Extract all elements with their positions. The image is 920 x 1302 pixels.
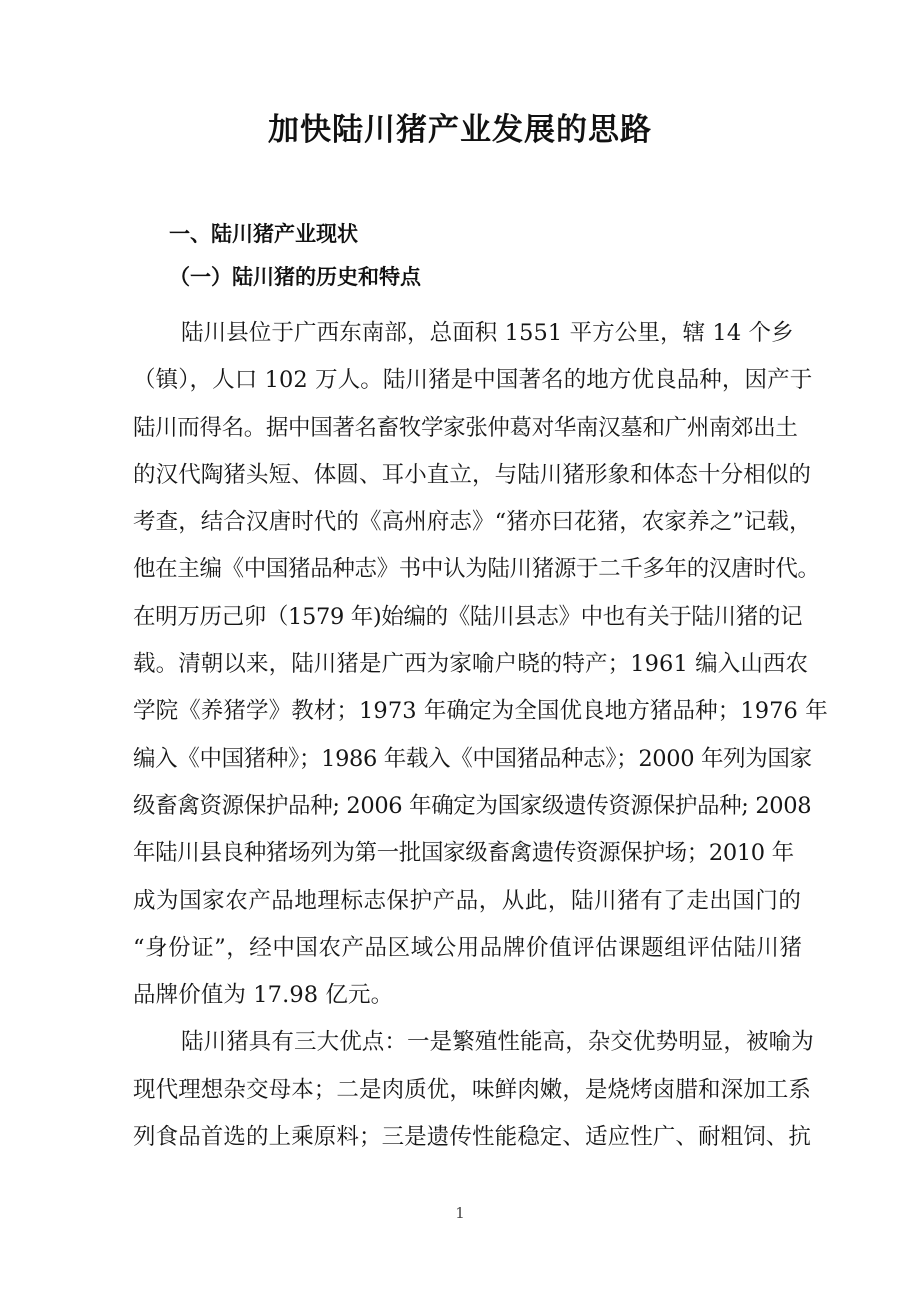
body-line: 陆川县位于广西东南部，总面积 1551 平方公里，辖 14 个乡 (181, 320, 794, 346)
section-heading-level-1: 一、陆川猪产业现状 (169, 222, 358, 246)
body-line: “身份证”，经中国农产品区域公用品牌价值评估课题组评估陆川猪 (133, 934, 803, 961)
body-line: 考查，结合汉唐时代的《高州府志》“猪亦曰花猪，农家养之”记载， (133, 509, 812, 536)
body-line: 级畜禽资源保护品种; 2006 年确定为国家级遗传资源保护品种; 2008 (133, 792, 812, 819)
body-line: 年陆川县良种猪场列为第一批国家级畜禽遗传资源保护场；2010 年 (133, 840, 794, 867)
body-line: 现代理想杂交母本；二是肉质优，味鲜肉嫩，是烧烤卤腊和深加工系 (133, 1076, 812, 1103)
section-heading-level-2: （一）陆川猪的历史和特点 (169, 265, 421, 289)
body-line: 陆川而得名。据中国著名畜牧学家张仲葛对华南汉墓和广州南郊出土 (133, 414, 798, 441)
body-line: 载。清朝以来，陆川猪是广西为家喻户晓的特产；1961 编入山西农 (133, 651, 809, 678)
page-title: 加快陆川猪产业发展的思路 (268, 112, 652, 148)
body-line: 陆川猪具有三大优点：一是繁殖性能高，杂交优势明显，被喻为 (181, 1029, 814, 1056)
body-line: 成为国家农产品地理标志保护产品，从此，陆川猪有了走出国门的 (133, 887, 802, 914)
page-content (133, 0, 828, 1161)
body-line: 他在主编《中国猪品种志》书中认为陆川猪源于二千多年的汉唐时代。 (133, 556, 820, 583)
body-line: 列食品首选的上乘原料；三是遗传性能稳定、适应性广、耐粗饲、抗 (133, 1124, 812, 1151)
paragraph-two (133, 1019, 814, 1161)
body-line: 编入《中国猪种》；1986 年载入《中国猪品种志》；2000 年列为国家 (133, 745, 812, 772)
body-line: 的汉代陶猪头短、体圆、耳小直立，与陆川猪形象和体态十分相似的 (133, 461, 812, 488)
body-line: 在明万历己卯（1579 年)始编的《陆川县志》中也有关于陆川猪的记 (133, 603, 803, 630)
page-number-footer: 1 (455, 1204, 465, 1222)
paragraph-one (133, 292, 828, 1019)
body-line: （镇），人口 102 万人。陆川猪是中国著名的地方优良品种，因产于 (133, 367, 813, 394)
body-line: 学院《养猪学》教材；1973 年确定为全国优良地方猪品种；1976 年 (133, 698, 828, 725)
body-line: 品牌价值为 17.98 亿元。 (133, 982, 394, 1009)
